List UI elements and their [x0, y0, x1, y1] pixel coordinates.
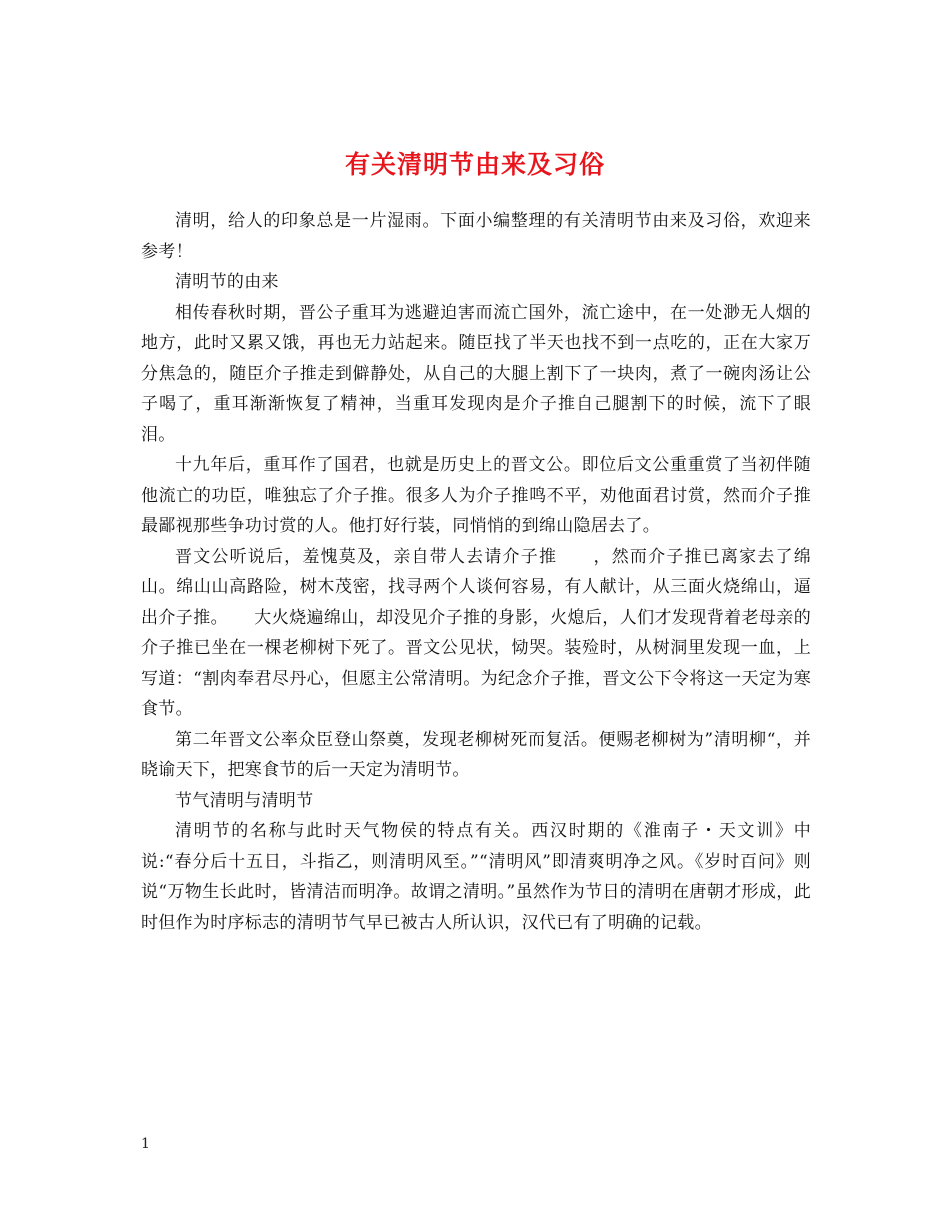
- section-heading: 节气清明与清明节: [175, 790, 314, 811]
- body-paragraph: 第二年晋文公率众臣登山祭奠，发现老柳树死而复活。便赐老柳树为”清明柳“，并晓谕天下，把寒食节的后一天定为清明节。: [141, 729, 811, 780]
- body-paragraph: 晋文公听说后，羞愧莫及，亲自带人去请介子推 ，然而介子推已离家去了绵山。绵山山高路险，树木茂密，找寻两个人谈何容易，有人献计，从三面火烧绵山，逼出介子推。 大火烧遍绵山，却没见介子推的身影，火熄后，人们才发现背着老母亲的介子推已坐在一棵老柳树下死了。晋文公见状，恸哭。装殓时，从树洞里发现一血，上写道：“割肉奉君尽丹心，但愿主公常清明。为纪念介子推，晋文公下令将这一天定为寒食节。: [141, 546, 811, 719]
- body-paragraph: 十九年后，重耳作了国君，也就是历史上的晋文公。即位后文公重重赏了当初伴随他流亡的功臣，唯独忘了介子推。很多人为介子推鸣不平，劝他面君讨赏，然而介子推最鄙视那些争功讨赏的人。他打好行装，同悄悄的到绵山隐居去了。: [141, 455, 811, 536]
- document-body: [141, 206, 811, 938]
- page-number: 1: [141, 1136, 150, 1152]
- body-paragraph: 相传春秋时期，晋公子重耳为逃避迫害而流亡国外，流亡途中，在一处渺无人烟的地方，此时又累又饿，再也无力站起来。随臣找了半天也找不到一点吃的，正在大家万分焦急的，随臣介子推走到僻静处，从自己的大腿上割下了一块肉，煮了一碗肉汤让公子喝了，重耳渐渐恢复了精神，当重耳发现肉是介子推自己腿割下的时候，流下了眼泪。: [141, 302, 811, 445]
- document-title: 有关清明节由来及习俗: [344, 149, 605, 179]
- section-heading: 清明节的由来: [175, 272, 279, 292]
- body-paragraph: 清明，给人的印象总是一片湿雨。下面小编整理的有关清明节由来及习俗，欢迎来参考！: [141, 211, 811, 262]
- body-paragraph: 清明节的名称与此时天气物侯的特点有关。西汉时期的《淮南子・天文训》中说:“春分后十五日，斗指乙，则清明风至。”“清明风”即清爽明净之风。《岁时百问》则说“万物生长此时，皆清洁而明净。故谓之清明。”虽然作为节日的清明在唐朝才形成，此时但作为时序标志的清明节气早已被古人所认识，汉代已有了明确的记载。: [141, 821, 811, 933]
